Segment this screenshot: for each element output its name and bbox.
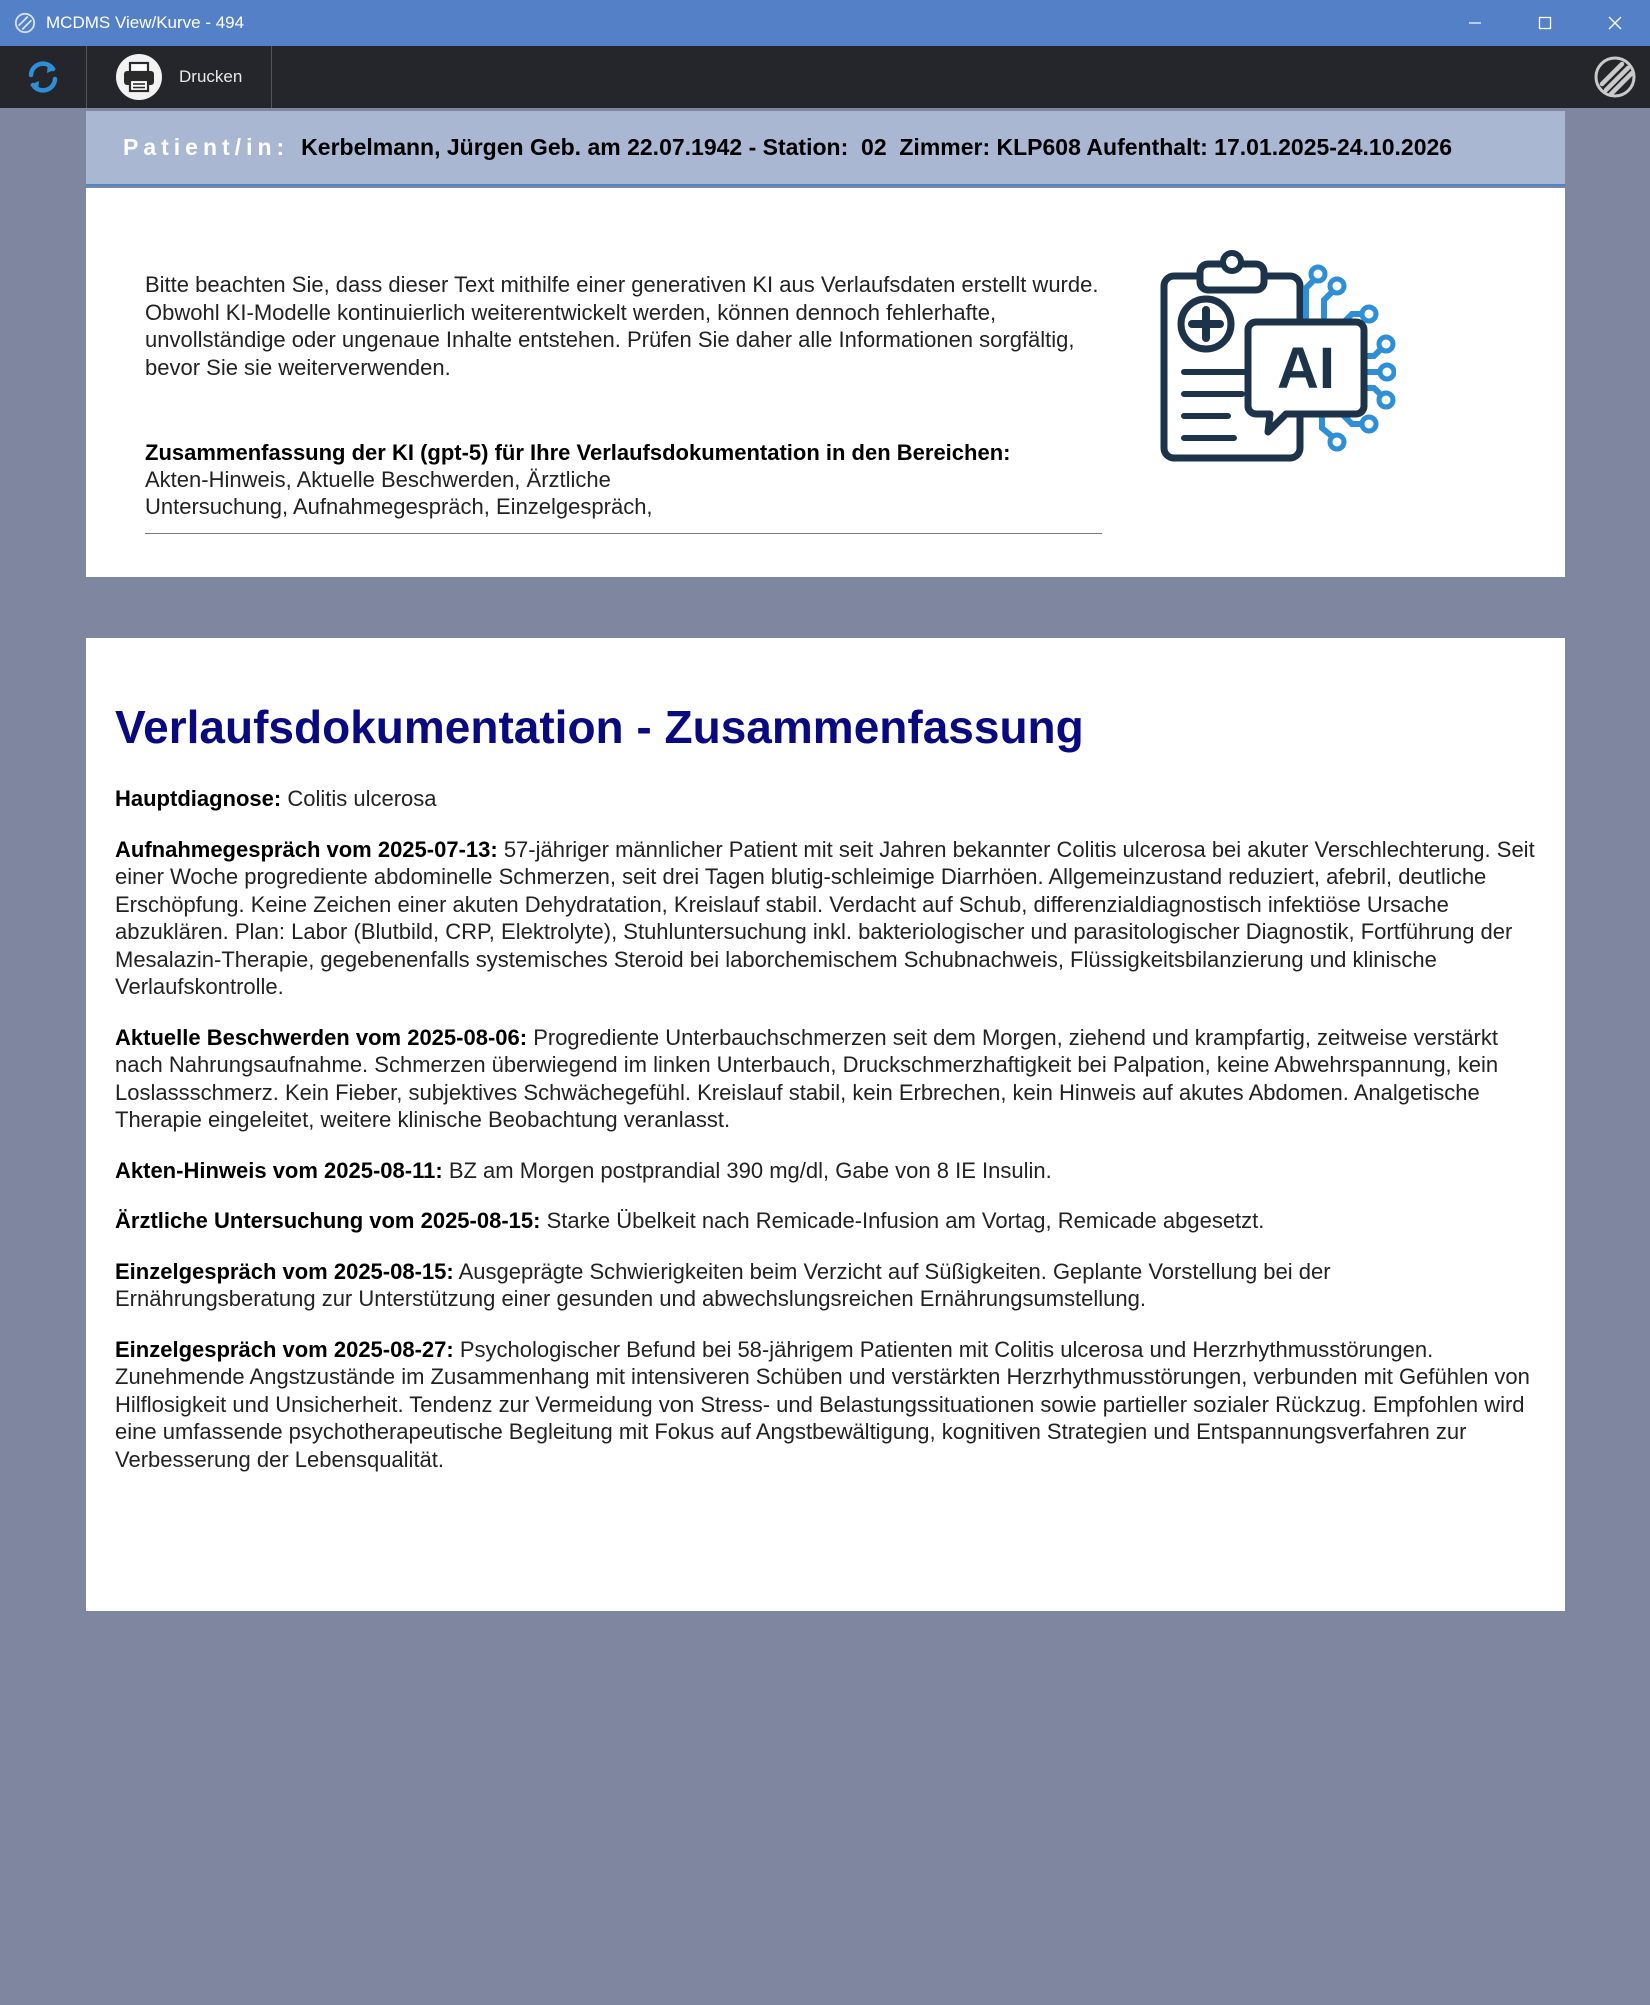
entry-hauptdiagnose: [115, 785, 1535, 813]
ai-clipboard-icon: [1156, 248, 1396, 468]
entry-aerztliche-untersuchung: [115, 1207, 1535, 1235]
ai-summary-areas: Akten-Hinweis, Aktuelle Beschwerden, Ärztliche Untersuchung, Aufnahmegespräch, Einzelgespräch,: [145, 467, 653, 519]
entry-einzelgespraech-1: [115, 1258, 1535, 1313]
entry-label: Einzelgespräch vom 2025-08-15:: [115, 1258, 454, 1284]
entry-aktuelle-beschwerden: [115, 1024, 1535, 1134]
entry-label: Hauptdiagnose:: [115, 786, 282, 811]
close-icon: [1607, 15, 1623, 31]
printer-icon: [115, 53, 163, 101]
toolbar: [0, 46, 1650, 108]
close-button[interactable]: [1580, 0, 1650, 46]
entry-aufnahmegespraech: [115, 836, 1535, 1001]
ai-disclaimer-text: Bitte beachten Sie, dass dieser Text mithilfe einer generativen KI aus Verlaufsdaten erstellt wurde. Obwohl KI-Modelle kontinuierlich weiterentwickelt werden, können dennoch fehlerhafte, unvollständige oder ungenaue Inhalte entstehen. Prüfen Sie daher alle Informationen sorgfältig, bevor Sie sie weiterverwenden.: [145, 272, 1099, 380]
app-icon: [14, 12, 36, 34]
entry-label: Akten-Hinweis vom 2025-08-11:: [115, 1157, 443, 1183]
ai-logo-text: AI: [1277, 336, 1335, 401]
summary-card: [86, 638, 1565, 1611]
app-logo-icon[interactable]: [1592, 54, 1638, 100]
print-label: Drucken: [179, 67, 243, 86]
entry-einzelgespraech-2: [115, 1336, 1535, 1474]
patient-info: Kerbelmann, Jürgen Geb. am 22.07.1942 - Station: 02 Zimmer: KLP608 Aufenthalt: 17.01.2025-24.10.2026: [301, 134, 1453, 160]
entry-text: Colitis ulcerosa: [281, 786, 437, 811]
entry-label: Aufnahmegespräch vom 2025-07-13:: [115, 836, 498, 862]
window-title-bar: [0, 0, 1650, 46]
summary-entries: [115, 785, 1535, 1496]
ai-summary-title: Zusammenfassung der KI (gpt-5) für Ihre Verlaufsdokumentation in den Bereichen:: [145, 440, 1011, 465]
minimize-button[interactable]: [1440, 0, 1510, 46]
entry-label: Aktuelle Beschwerden vom 2025-08-06:: [115, 1024, 528, 1050]
divider: [145, 533, 1102, 534]
entry-text: Starke Übelkeit nach Remicade-Infusion am Vortag, Remicade abgesetzt.: [540, 1208, 1265, 1233]
refresh-button[interactable]: [0, 46, 87, 108]
ai-notice-card: [86, 188, 1565, 577]
patient-label: Patient/in:: [123, 134, 290, 160]
summary-title: Verlaufsdokumentation - Zusammenfassung: [115, 701, 1084, 753]
ai-summary-heading: [145, 439, 1125, 520]
entry-text: Progrediente Unterbauchschmerzen seit dem Morgen, ziehend und krampfartig, zeitweise verstärkt nach Nahrungsaufnahme. Schmerzen überwiegend im linken Unterbauch, Druckschmerzhaftigkeit bei Palpation, keine Abwehrspannung, kein Loslassschmerz. Kein Fieber, subjektives Schwächegefühl. Kreislauf stabil, kein Erbrechen, kein Hinweis auf akutes Abdomen. Analgetische Therapie eingeleitet, weitere klinische Beobachtung veranlasst.: [115, 1024, 1499, 1132]
minimize-icon: [1467, 15, 1483, 31]
entry-label: Einzelgespräch vom 2025-08-27:: [115, 1336, 454, 1362]
patient-header: [86, 111, 1565, 186]
entry-text: 57-jähriger männlicher Patient mit seit Jahren bekannter Colitis ulcerosa bei akuter Verschlechterung. Seit einer Woche progrediente abdominelle Schmerzen, seit drei Tagen blutig-schleimige Diarrhöen. Allgemeinzustand reduziert, afebril, deutliche Erschöpfung. Keine Zeichen einer akuten Dehydratation, Kreislauf stabil. Verdacht auf Schub, differenzialdiagnostisch infektiöse Ursache abzuklären. Plan: Labor (Blutbild, CRP, Elektrolyte), Stuhluntersuchung inkl. bakteriologischer und parasitologischer Diagnostik, Fortführung der Mesalazin-Therapie, gegebenenfalls systemisches Steroid bei laborchemischem Schubnachweis, Flüssigkeitsbilanzierung und klinische Verlaufskontrolle.: [115, 836, 1535, 999]
entry-akten-hinweis: [115, 1157, 1535, 1185]
refresh-icon: [26, 59, 60, 95]
entry-text: Psychologischer Befund bei 58-jährigem Patienten mit Colitis ulcerosa und Herzrhythmusstörungen. Zunehmende Angstzustände im Zusammenhang mit intensiveren Schüben und verstärkten Herzrhythmusstörungen, verbunden mit Gefühlen von Hilflosigkeit und Unsicherheit. Tendenz zur Vermeidung von Stress- und Belastungssituationen sowie partieller sozialer Rückzug. Empfohlen wird eine umfassende psychotherapeutische Begleitung mit Fokus auf Angstbewältigung, kognitiven Strategien und Entspannungsverfahren zur Verbesserung der Lebensqualität.: [115, 1336, 1530, 1472]
entry-label: Ärztliche Untersuchung vom 2025-08-15:: [115, 1208, 541, 1233]
maximize-button[interactable]: [1510, 0, 1580, 46]
entry-text: BZ am Morgen postprandial 390 mg/dl, Gabe von 8 IE Insulin.: [442, 1157, 1052, 1183]
window-title: MCDMS View/Kurve - 494: [46, 13, 245, 32]
entry-text: Ausgeprägte Schwierigkeiten beim Verzicht auf Süßigkeiten. Geplante Vorstellung bei der Ernährungsberatung zur Unterstützung einer gesunden und abwechslungsreichen Ernährungsumstellung.: [115, 1258, 1331, 1311]
maximize-icon: [1537, 15, 1553, 31]
print-button[interactable]: [87, 46, 272, 108]
